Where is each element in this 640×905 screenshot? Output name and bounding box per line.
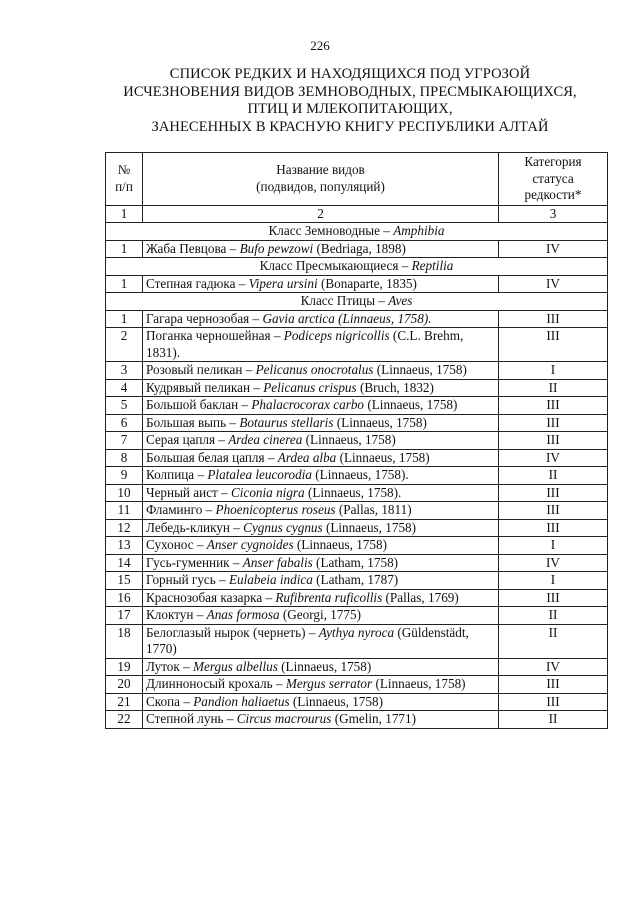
species-number: 1 [106, 240, 143, 258]
rarity-category: I [499, 537, 608, 555]
species-author: (Linnaeus, 1758) [302, 432, 396, 447]
class-latin: Reptilia [411, 258, 454, 273]
species-row [106, 275, 608, 293]
rarity-category: IV [499, 658, 608, 676]
rarity-category: III [499, 432, 608, 450]
species-number: 21 [106, 693, 143, 711]
species-latin-name: Aythya nyroca [318, 624, 395, 640]
species-number: 10 [106, 484, 143, 502]
species-number: 1 [106, 275, 143, 293]
species-latin-name: Ciconia nigra [231, 484, 305, 500]
species-number: 22 [106, 711, 143, 729]
species-name-cell [143, 572, 499, 590]
species-common-name: Горный гусь – [146, 572, 229, 587]
species-author: (Latham, 1758) [312, 554, 399, 570]
class-latin: Aves [388, 293, 413, 308]
species-number: 18 [106, 624, 143, 658]
header-category: Категория статуса редкости* [499, 153, 608, 206]
column-number: 2 [143, 205, 499, 223]
species-number: 16 [106, 589, 143, 607]
species-name-cell [143, 607, 499, 625]
species-name-cell [143, 693, 499, 711]
species-common-name: Колпица – [146, 467, 208, 482]
class-name: Класс Земноводные – [268, 223, 394, 238]
species-row [106, 711, 608, 729]
species-row [106, 362, 608, 380]
column-number-row [106, 205, 608, 223]
species-row [106, 240, 608, 258]
species-latin-name: Anas formosa [206, 607, 280, 622]
species-name-cell [143, 624, 499, 658]
species-common-name: Большая выпь – [146, 414, 240, 430]
species-number: 20 [106, 676, 143, 694]
rarity-category: II [499, 711, 608, 729]
species-row [106, 414, 608, 432]
rarity-category: III [499, 676, 608, 694]
species-name-cell [143, 310, 499, 328]
rarity-category: IV [499, 449, 608, 467]
species-author: (Pallas, 1811) [335, 502, 412, 517]
species-name-cell [143, 449, 499, 467]
species-name-cell [143, 554, 499, 572]
species-name-cell [143, 467, 499, 485]
species-row [106, 502, 608, 520]
species-common-name: Поганка черношейная – [146, 328, 284, 343]
species-latin-name: Pelicanus onocrotalus [255, 362, 374, 377]
species-author: (Linnaeus, 1758) [364, 397, 458, 412]
title-line: ИСЧЕЗНОВЕНИЯ ВИДОВ ЗЕМНОВОДНЫХ, ПРЕСМЫКАЮЩИХСЯ, [123, 83, 577, 100]
species-number: 11 [106, 502, 143, 520]
class-row [106, 223, 608, 241]
species-latin-name: Anser cygnoides [206, 537, 294, 552]
species-number: 1 [106, 310, 143, 328]
species-name-cell [143, 484, 499, 502]
species-row [106, 607, 608, 625]
species-latin-name: Podiceps nigricollis [283, 328, 390, 343]
species-number: 3 [106, 362, 143, 380]
species-latin-name: Bufo pewzowi [239, 240, 314, 256]
species-number: 14 [106, 554, 143, 572]
species-row [106, 484, 608, 502]
species-common-name: Гусь-гуменник – [146, 554, 243, 570]
rarity-category: II [499, 607, 608, 625]
species-author: (Linnaeus, 1758) [373, 362, 467, 377]
species-latin-name: Circus macrourus [236, 711, 332, 726]
class-row [106, 293, 608, 311]
species-number: 7 [106, 432, 143, 450]
column-number: 1 [106, 205, 143, 223]
species-latin-name: Gavia arctica (Linnaeus, 1758). [262, 310, 432, 326]
class-heading [106, 223, 608, 241]
species-row [106, 519, 608, 537]
species-number: 4 [106, 379, 143, 397]
rarity-category: III [499, 589, 608, 607]
rarity-category: III [499, 502, 608, 520]
species-common-name: Фламинго – [146, 502, 216, 517]
rarity-category: III [499, 328, 608, 362]
species-common-name: Луток – [146, 658, 193, 674]
species-common-name: Жаба Певцова – [146, 240, 240, 256]
species-author: (Güldenstädt, 1770) [146, 624, 469, 656]
species-author: (Bruch, 1832) [356, 379, 434, 395]
species-row [106, 432, 608, 450]
species-latin-name: Rufibrenta ruficollis [275, 589, 383, 605]
species-name-cell [143, 658, 499, 676]
table-header-row [106, 153, 608, 206]
species-author: (Linnaeus, 1758) [372, 676, 466, 691]
species-author: (Gmelin, 1771) [331, 711, 416, 726]
species-author: (Linnaeus, 1758) [322, 519, 417, 535]
species-common-name: Большой баклан – [146, 397, 252, 412]
species-name-cell [143, 676, 499, 694]
table-body [106, 223, 608, 729]
species-latin-name: Botaurus stellaris [239, 414, 334, 430]
species-author: (Georgi, 1775) [279, 607, 361, 622]
species-common-name: Длинноносый крохаль – [146, 676, 286, 691]
species-author: (Linnaeus, 1758) [289, 693, 383, 709]
species-name-cell [143, 589, 499, 607]
class-name: Класс Пресмыкающиеся – [259, 258, 412, 273]
class-latin: Amphibia [393, 223, 445, 238]
species-latin-name: Pandion haliaetus [193, 693, 290, 709]
species-common-name: Черный аист – [146, 484, 232, 500]
species-latin-name: Phalacrocorax carbo [251, 397, 365, 412]
species-row [106, 310, 608, 328]
species-author: (Linnaeus, 1758) [336, 449, 430, 465]
title-line: ПТИЦ И МЛЕКОПИТАЮЩИХ, [247, 101, 453, 117]
rarity-category: IV [499, 554, 608, 572]
species-number: 6 [106, 414, 143, 432]
rarity-category: I [499, 572, 608, 590]
species-number: 13 [106, 537, 143, 555]
species-number: 5 [106, 397, 143, 415]
species-name-cell [143, 328, 499, 362]
species-name-cell [143, 537, 499, 555]
rarity-category: III [499, 484, 608, 502]
species-number: 19 [106, 658, 143, 676]
page-number: 226 [310, 38, 330, 53]
species-author: (Linnaeus, 1758) [277, 658, 372, 674]
rarity-category: III [499, 397, 608, 415]
species-common-name: Большая белая цапля – [146, 449, 278, 465]
species-common-name: Степной лунь – [146, 711, 237, 726]
red-book-species-table [105, 152, 608, 729]
class-heading [106, 258, 608, 276]
species-latin-name: Vipera ursini [248, 275, 318, 291]
column-number: 3 [499, 205, 608, 223]
species-row [106, 328, 608, 362]
species-common-name: Степная гадюка – [146, 275, 249, 291]
species-common-name: Белоглазый нырок (чернеть) – [146, 624, 319, 640]
header-name: Название видов (подвидов, популяций) [143, 153, 499, 206]
species-row [106, 658, 608, 676]
species-name-cell [143, 397, 499, 415]
species-row [106, 537, 608, 555]
species-latin-name: Phoenicopterus roseus [215, 502, 336, 517]
rarity-category: III [499, 693, 608, 711]
title-line: ЗАНЕСЕННЫХ В КРАСНУЮ КНИГУ РЕСПУБЛИКИ АЛТАЙ [151, 118, 549, 135]
species-common-name: Клоктун – [146, 607, 207, 622]
species-row [106, 554, 608, 572]
species-number: 9 [106, 467, 143, 485]
species-row [106, 572, 608, 590]
rarity-category: II [499, 624, 608, 658]
species-row [106, 676, 608, 694]
rarity-category: III [499, 414, 608, 432]
species-name-cell [143, 362, 499, 380]
species-common-name: Лебедь-кликун – [146, 519, 244, 535]
rarity-category: III [499, 519, 608, 537]
species-latin-name: Platalea leucorodia [207, 467, 312, 482]
species-common-name: Сухонос – [146, 537, 207, 552]
species-latin-name: Mergus serrator [285, 676, 373, 691]
species-name-cell [143, 414, 499, 432]
species-author: (Bedriaga, 1898) [313, 240, 406, 256]
species-row [106, 397, 608, 415]
species-number: 2 [106, 328, 143, 362]
species-author: (Latham, 1787) [312, 572, 399, 587]
species-name-cell [143, 502, 499, 520]
species-row [106, 693, 608, 711]
class-heading [106, 293, 608, 311]
species-row [106, 467, 608, 485]
rarity-category: IV [499, 275, 608, 293]
class-row [106, 258, 608, 276]
species-common-name: Розовый пеликан – [146, 362, 256, 377]
species-author: (Linnaeus, 1758). [304, 484, 402, 500]
class-name: Класс Птицы – [300, 293, 389, 308]
species-name-cell [143, 240, 499, 258]
species-common-name: Скопа – [146, 693, 194, 709]
species-latin-name: Pelicanus crispus [263, 379, 357, 395]
rarity-category: II [499, 467, 608, 485]
species-latin-name: Cygnus cygnus [243, 519, 323, 535]
species-author: (Pallas, 1769) [382, 589, 459, 605]
rarity-category: I [499, 362, 608, 380]
species-row [106, 379, 608, 397]
species-common-name: Серая цапля – [146, 432, 229, 447]
species-latin-name: Eulabeia indica [228, 572, 313, 587]
header-num: № п/п [106, 153, 143, 206]
species-latin-name: Mergus albellus [193, 658, 278, 674]
species-common-name: Кудрявый пеликан – [146, 379, 264, 395]
species-number: 8 [106, 449, 143, 467]
species-common-name: Гагара чернозобая – [146, 310, 263, 326]
species-name-cell [143, 432, 499, 450]
species-author: (Linnaeus, 1758). [311, 467, 409, 482]
species-author: (Bonaparte, 1835) [317, 275, 417, 291]
species-name-cell [143, 275, 499, 293]
species-number: 12 [106, 519, 143, 537]
species-latin-name: Ardea cinerea [228, 432, 303, 447]
rarity-category: II [499, 379, 608, 397]
species-common-name: Краснозобая казарка – [146, 589, 276, 605]
rarity-category: IV [499, 240, 608, 258]
species-row [106, 624, 608, 658]
species-row [106, 449, 608, 467]
species-number: 15 [106, 572, 143, 590]
rarity-category: III [499, 310, 608, 328]
title-line: СПИСОК РЕДКИХ И НАХОДЯЩИХСЯ ПОД УГРОЗОЙ [169, 66, 531, 82]
species-author: (Linnaeus, 1758) [293, 537, 387, 552]
species-number: 17 [106, 607, 143, 625]
species-name-cell [143, 379, 499, 397]
species-author: (Linnaeus, 1758) [333, 414, 427, 430]
species-row [106, 589, 608, 607]
species-latin-name: Ardea alba [277, 449, 337, 465]
species-name-cell [143, 519, 499, 537]
species-author: (C.L. Brehm, 1831). [146, 328, 464, 360]
species-name-cell [143, 711, 499, 729]
document-title [60, 66, 640, 136]
species-latin-name: Anser fabalis [242, 554, 313, 570]
